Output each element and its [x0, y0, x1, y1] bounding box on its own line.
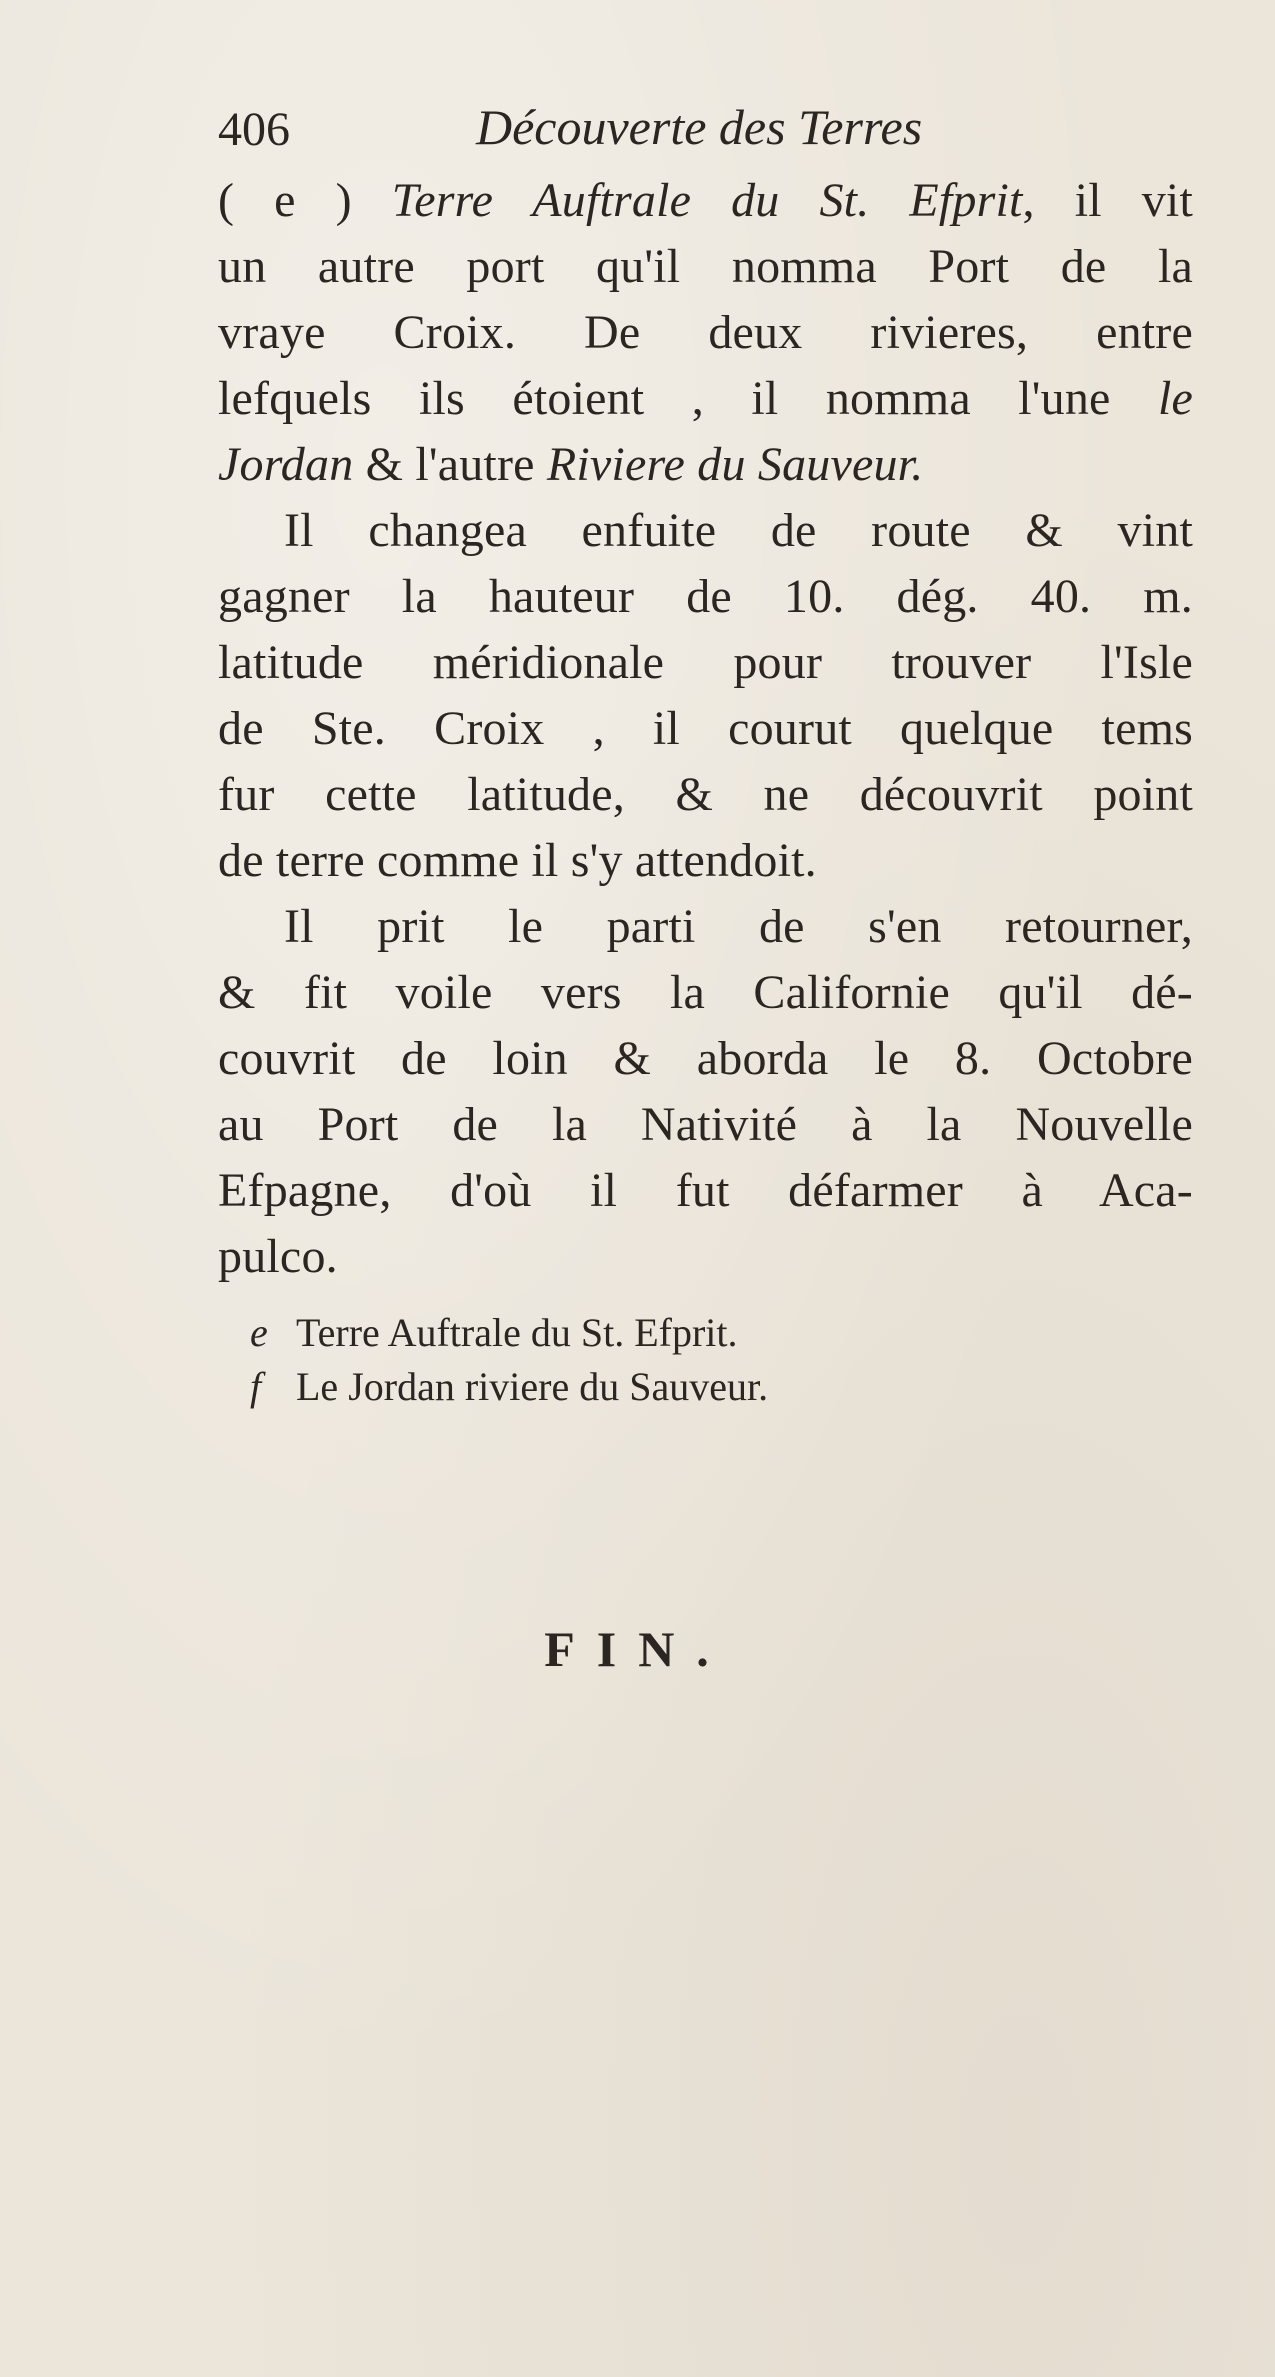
closing-fin: FIN. — [544, 1621, 731, 1677]
footnote-mark: f — [250, 1364, 262, 1409]
body-text — [218, 168, 1193, 1290]
text-line: Il changea enfuite de route & vint — [284, 504, 1193, 557]
text-line: gagner la hauteur de 10. dég. 40. m. — [218, 570, 1193, 623]
text-line: lefquels ils étoient , il nomma l'une le — [218, 372, 1193, 425]
text-line: couvrit de loin & aborda le 8. Octobre — [218, 1032, 1193, 1085]
text-line: au Port de la Nativité à la Nouvelle — [218, 1098, 1193, 1151]
text-line: ( e ) Terre Auftrale du St. Efprit, il vit — [218, 174, 1193, 227]
footnote: e Terre Auftrale du St. Efprit. — [250, 1306, 1150, 1360]
footnotes — [250, 1306, 1150, 1414]
text-line: Efpagne, d'où il fut défarmer à Aca- — [218, 1164, 1193, 1217]
footnote-mark: e — [250, 1310, 268, 1355]
page-header — [218, 92, 1168, 162]
text-line: fur cette latitude, & ne découvrit point — [218, 768, 1193, 821]
footnote: f Le Jordan riviere du Sauveur. — [250, 1360, 1150, 1414]
text-line: pulco. — [218, 1230, 338, 1283]
text-line: vraye Croix. De deux rivieres, entre — [218, 306, 1193, 359]
text-line: de terre comme il s'y attendoit. — [218, 834, 817, 887]
page-number: 406 — [218, 103, 290, 156]
text-line: & fit voile vers la Californie qu'il dé- — [218, 966, 1193, 1019]
running-title: Découverte des Terres — [476, 99, 923, 155]
text-line: Il prit le parti de s'en retourner, — [284, 900, 1193, 953]
text-line: Jordan & l'autre Riviere du Sauveur. — [218, 438, 924, 491]
text-line: latitude méridionale pour trouver l'Isle — [218, 636, 1193, 689]
text-line: de Ste. Croix , il courut quelque tems — [218, 702, 1193, 755]
text-line: un autre port qu'il nomma Port de la — [218, 240, 1193, 293]
